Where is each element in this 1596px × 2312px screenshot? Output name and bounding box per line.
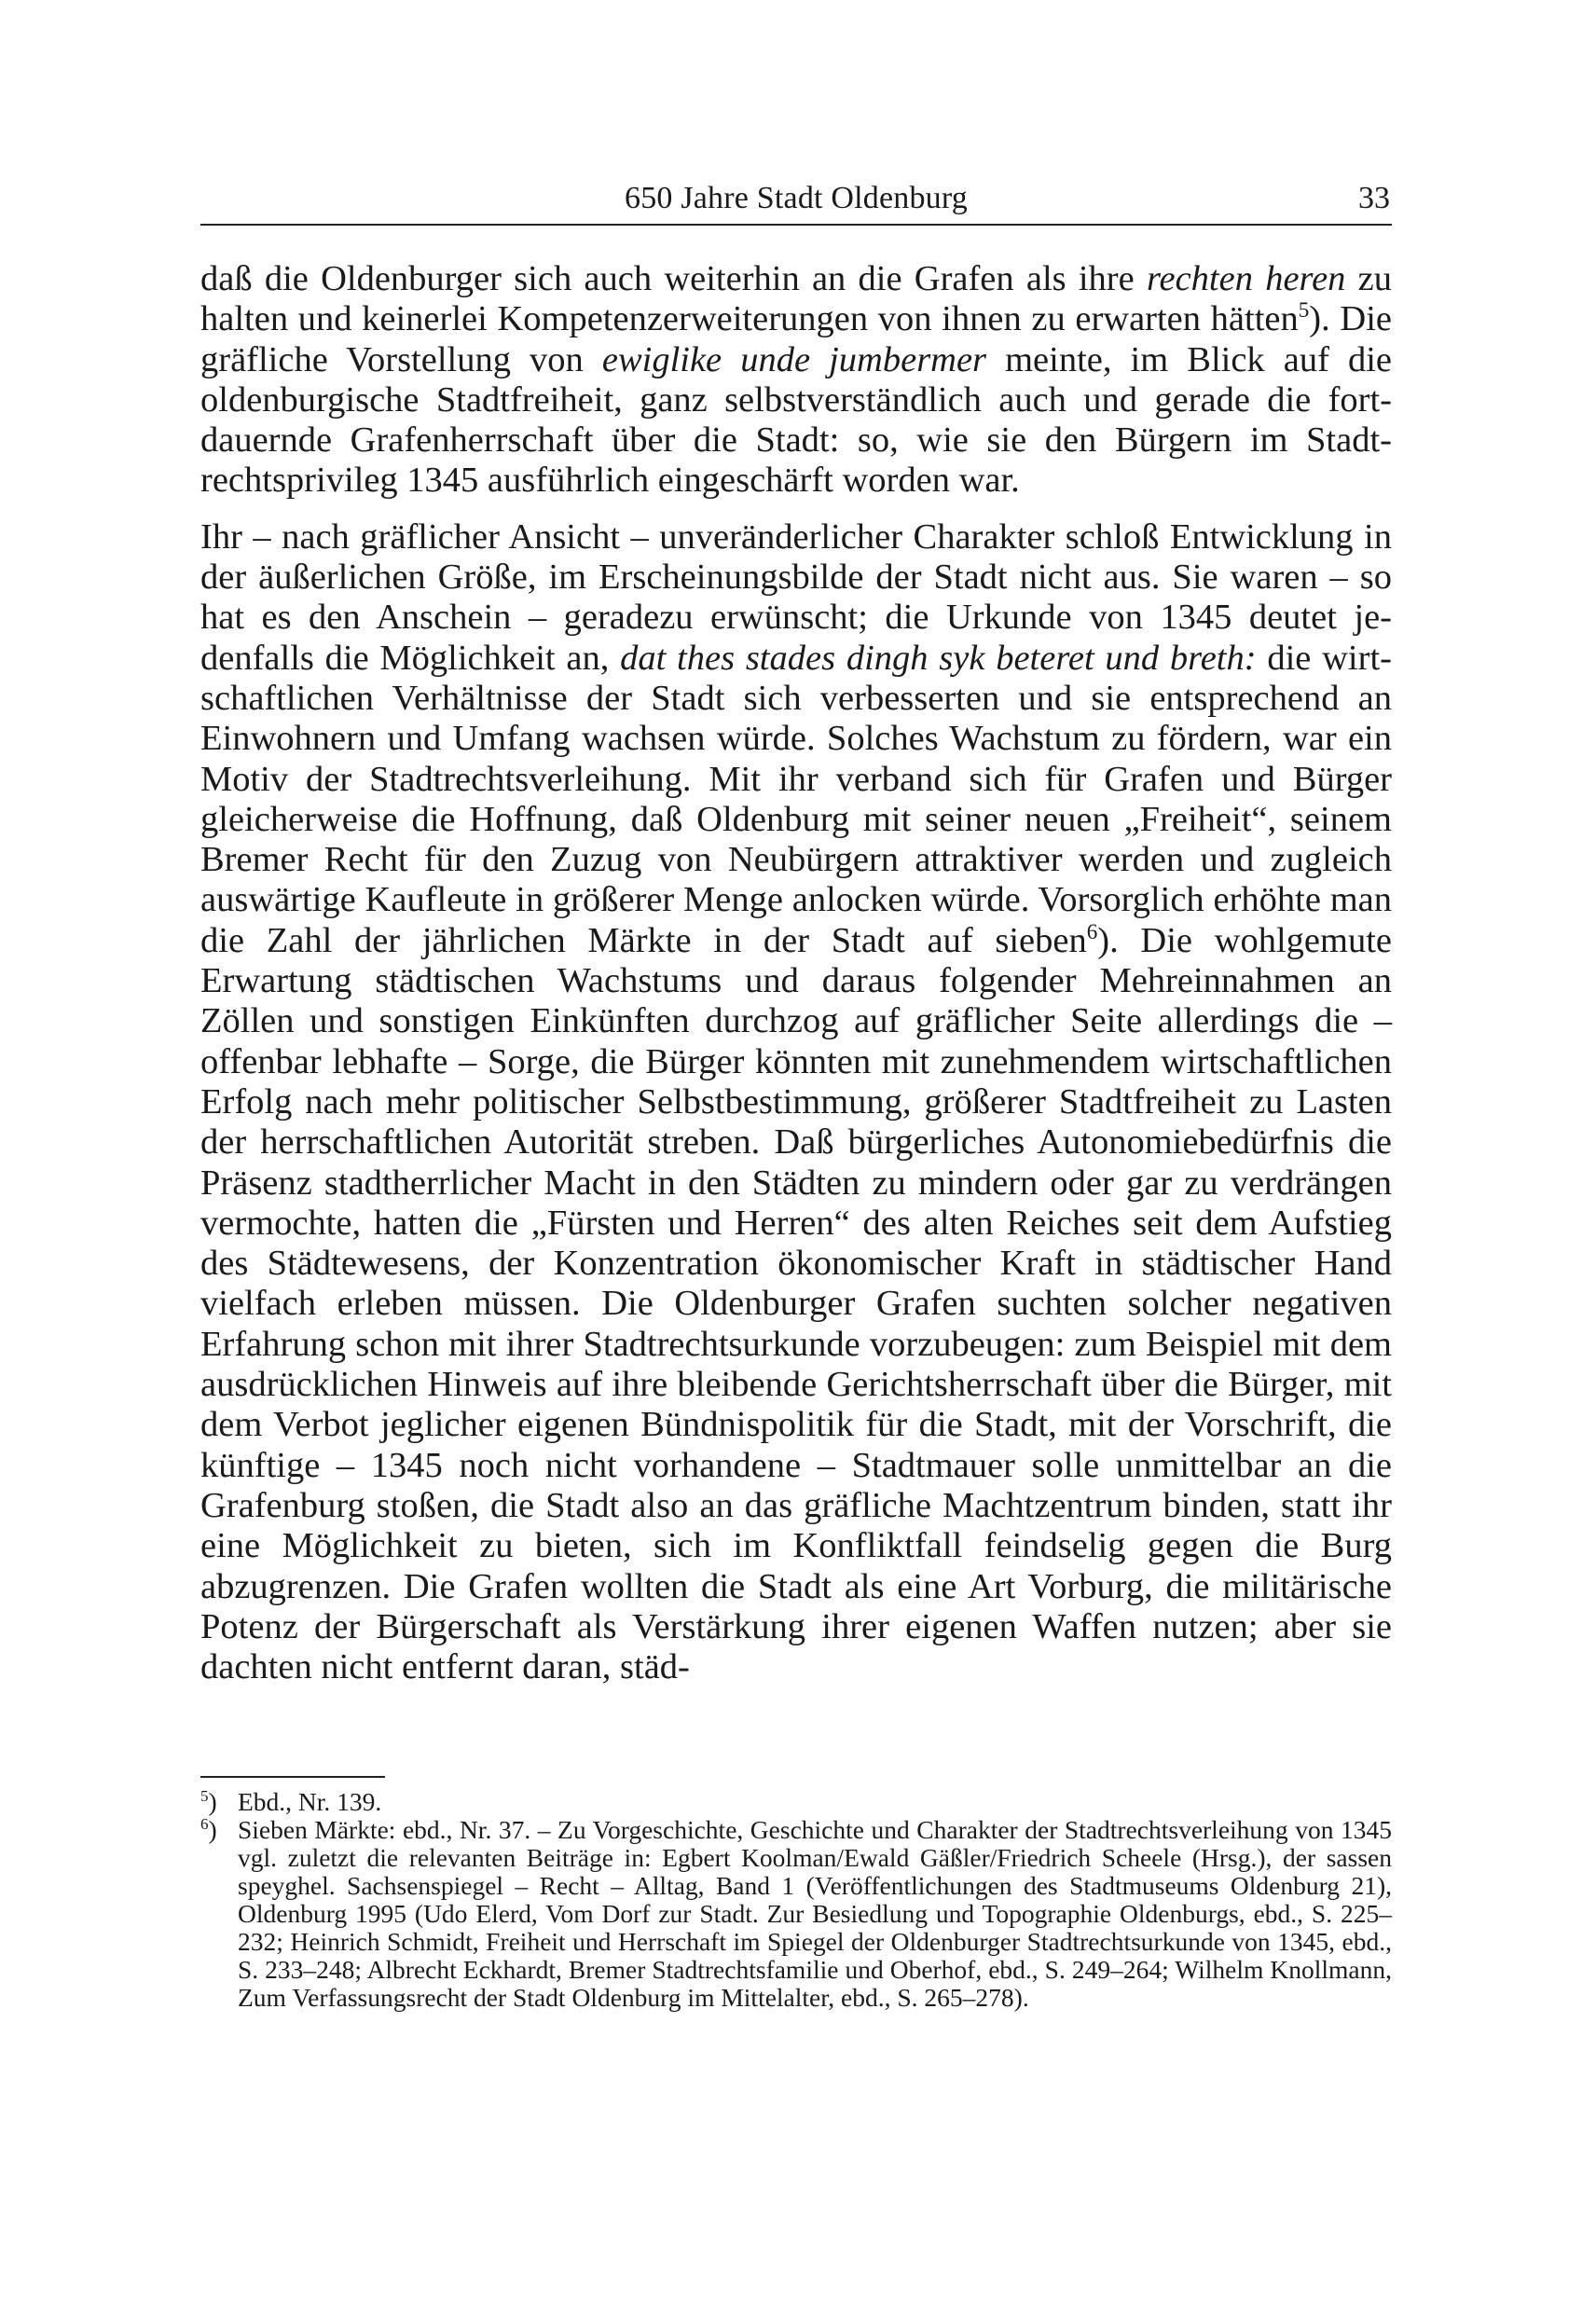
paragraph-1-text: zu halten und keinerlei Kompetenzerweiterungen von ihnen zu erwarten hätten xyxy=(200,259,1393,339)
footnote-5 xyxy=(200,1788,1392,1816)
paragraph-2-text: die wirtschaftlichen Verhältnisse der Stadt sich verbesserten und sie entsprechend an Einwohnern und Umfang wachsen würde. Solches Wachstum zu fördern, war ein Motiv der Stadtrechtsverleihung. Mit ihr verband sich für Grafen und Bürger gleicherweise die Hoffnung, daß Oldenburg mit seiner neuen „Freiheit“, seinem Bremer Recht für den Zuzug von Neubürgern attraktiver werden und zugleich auswärtige Kaufleute in größerer Menge anlocken würde. Vorsorglich erhöhte man die Zahl der jährlichen Märkte in der Stadt auf sieben xyxy=(200,638,1392,960)
footnote-separator xyxy=(200,1776,385,1778)
footnote-6 xyxy=(200,1816,1392,2012)
footnote-marker: $^5$) xyxy=(200,1786,217,1816)
footnote-marker: $^6$) xyxy=(200,1814,217,1844)
paragraph-1-text: daß die Oldenburger sich auch weiterhin an die Grafen als ihre xyxy=(200,259,1147,298)
footnote-ref-6[interactable]: 6 xyxy=(1086,918,1098,943)
paragraph-2 xyxy=(200,517,1392,1688)
quote-dat-thes-stades: dat thes stades dingh syk beteret und breth: xyxy=(620,638,1257,678)
paragraph-2-text: ). Die wohlgemute Erwartung städtischen Wachstums und daraus folgender Mehreinnahmen an Zöllen und sonstigen Einkünften durchzog auf gräflicher Seite allerdings die – offenbar lebhafte – Sorge, die Bürger könnten mit zunehmendem wirtschaftlichen Erfolg nach mehr politischer Selbstbestimmung, größerer Stadtfreiheit zu Lasten der herrschaftlichen Autorität streben. Daß bürgerliches Autonomiebedürfnis die Präsenz stadtherrlicher Macht in den Städten zu mindern oder gar zu verdrängen vermochte, hatten die „Fürsten und Herren“ des alten Reiches seit dem Aufstieg des Städtewesens, der Konzentration ökonomischer Kraft in städtischer Hand vielfach erleben müssen. Die Oldenburger Grafen suchten solcher negativen Erfahrung schon mit ihrer Stadtrechtsurkunde vorzubeugen: zum Beispiel mit dem ausdrücklichen Hinweis auf ihre bleibende Gerichtsherrschaft über die Bürger, mit dem Verbot jeglicher eigenen Bündnispolitik für die Stadt, mit der Vorschrift, die künftige – 1345 noch nicht vorhandene – Stadtmauer solle unmittelbar an die Grafenburg stoßen, die Stadt also an das gräfliche Machtzentrum binden, statt ihr eine Möglichkeit zu bieten, sich im Konfliktfall feindselig gegen die Burg abzugrenzen. Die Grafen wollten die Stadt als eine Art Vorburg, die militärische Potenz der Bürgerschaft als Verstärkung ihrer eigenen Waffen nutzen; aber sie dachten nicht entfernt daran, städ- xyxy=(200,920,1392,1687)
paragraph-1-text: ). Die gräfliche Vorstellung von xyxy=(200,299,1392,379)
page-number: 33 xyxy=(1358,181,1390,215)
paragraph-1-text: meinte, im Blick auf die oldenburgische Stadtfreiheit, ganz selbstverständlich auch und gerade die fortdauernde Grafenherrschaft über die Stadt: so, wie sie den Bürgern im Stadtrechtsprivileg 1345 ausführlich eingeschärft worden war. xyxy=(200,339,1392,501)
quote-ewiglike-unde-jumbermer: ewiglike unde jumbermer xyxy=(601,339,987,379)
main-text xyxy=(200,259,1392,1687)
footnote-text: Ebd., Nr. 139. xyxy=(238,1787,382,1816)
paragraph-2-text: Ihr – nach gräflicher Ansicht – unveränderlicher Charakter schloß Entwicklung in der äußerlichen Größe, im Erscheinungsbilde der Stadt nicht aus. Sie waren – so hat es den Anschein – geradezu erwünscht; die Urkunde von 1345 deutet jedenfalls die Möglichkeit an, xyxy=(200,516,1392,678)
quote-rechten-heren: rechten heren xyxy=(1146,259,1346,298)
running-header xyxy=(200,175,1392,226)
footnote-text: Sieben Märkte: ebd., Nr. 37. – Zu Vorgeschichte, Geschichte und Charakter der Stadtrechtsverleihung von 1345 vgl. zuletzt die relevanten Beiträge in: Egbert Koolman/Ewald Gäßler/Friedrich Scheele (Hrsg.), der sassen speyghel. Sachsenspiegel – Recht – Alltag, Band 1 (Veröffentlichungen des Stadtmuseums Oldenburg 21), Oldenburg 1995 (Udo Elerd, Vom Dorf zur Stadt. Zur Besiedlung und Topographie Oldenburgs, ebd., S. 225–232; Heinrich Schmidt, Freiheit und Herrschaft im Spiegel der Oldenburger Stadtrechtsurkunde von 1345, ebd., S. 233–248; Albrecht Eckhardt, Bremer Stadtrechtsfamilie und Oberhof, ebd., S. 249–264; Wilhelm Knollmann, Zum Verfassungsrecht der Stadt Oldenburg im Mittelalter, ebd., S. 265–278). xyxy=(238,1815,1392,2012)
footnote-ref-5[interactable]: 5 xyxy=(1298,297,1310,323)
paragraph-1 xyxy=(200,259,1392,502)
footnotes xyxy=(200,1788,1392,2012)
running-title: 650 Jahre Stadt Oldenburg xyxy=(625,181,968,215)
